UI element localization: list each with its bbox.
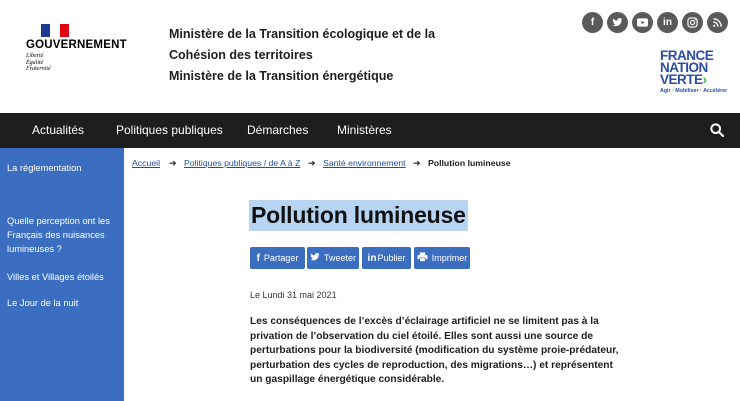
youtube-icon[interactable] [632,12,653,33]
facebook-icon[interactable]: f [582,12,603,33]
nav-item-demarches[interactable]: Démarches [247,123,309,137]
rss-icon[interactable] [707,12,728,33]
share-linkedin-button[interactable]: in Publier [362,247,411,269]
france-nation-verte-logo[interactable]: FRANCE NATION VERTE› Agir · Mobiliser · Accélérer [660,48,728,94]
ministry-line: Ministère de la Transition écologique et de la [169,27,436,41]
sidebar [0,148,124,401]
nav-item-ministeres[interactable]: Ministères [337,123,392,137]
ministry-names [169,24,435,87]
sidebar-item-perception[interactable]: Quelle perception ont les Français des nuisances lumineuses ? [7,216,110,254]
search-icon[interactable] [709,122,725,138]
page-title: Pollution lumineuse [249,200,468,231]
motto: Liberté Égalité Fraternité [26,53,51,72]
sidebar-item-jour-de-la-nuit[interactable]: Le Jour de la nuit [7,298,79,308]
print-icon [417,252,428,264]
facebook-icon: f [256,252,260,264]
sidebar-item-reglementation[interactable]: La réglementation [7,163,82,173]
breadcrumb-link-accueil[interactable]: Accueil [132,158,161,168]
breadcrumb-link-sante[interactable]: Santé environnement [323,158,406,168]
nav-item-actualites[interactable]: Actualités [32,123,85,137]
marianne-flag-icon [41,24,69,37]
arrow-right-icon: ➔ [413,158,421,168]
nav-item-politiques-publiques[interactable]: Politiques publiques [116,123,223,137]
instagram-icon[interactable] [682,12,703,33]
government-name: GOUVERNEMENT [26,39,127,51]
main-navigation [0,113,740,148]
ministry-line: Ministère de la Transition énergétique [169,69,394,83]
share-facebook-button[interactable]: f Partager [250,247,305,269]
share-twitter-button[interactable]: Tweeter [307,247,359,269]
publication-date: Le Lundi 31 mai 2021 [250,290,337,300]
arrow-right-icon: ➔ [169,158,177,168]
site-header [0,0,740,113]
article-lead: Les conséquences de l’excès d’éclairage artificiel ne se limitent pas à la privation de l’observation du ciel étoilé. Elles sont aussi une source de perturbations pour la biodiversité (modification du système proie-prédateur, perturbation des cycles de reproduction, des migrations…) et représentent un gaspillage énergétique considérable. [250,316,619,386]
breadcrumb-link-politiques[interactable]: Politiques publiques / de A à Z [184,158,301,168]
social-links [582,12,728,33]
breadcrumb-current: Pollution lumineuse [428,158,511,168]
twitter-icon [310,252,320,264]
twitter-icon[interactable] [607,12,628,33]
arrow-right-icon: ➔ [308,158,316,168]
print-button[interactable]: Imprimer [414,247,470,269]
linkedin-icon: in [367,252,377,264]
ministry-line: Cohésion des territoires [169,48,313,62]
chevron-right-icon: › [702,72,707,87]
sidebar-item-villes-etoiles[interactable]: Villes et Villages étoilés [7,272,104,282]
linkedin-icon[interactable]: in [657,12,678,33]
